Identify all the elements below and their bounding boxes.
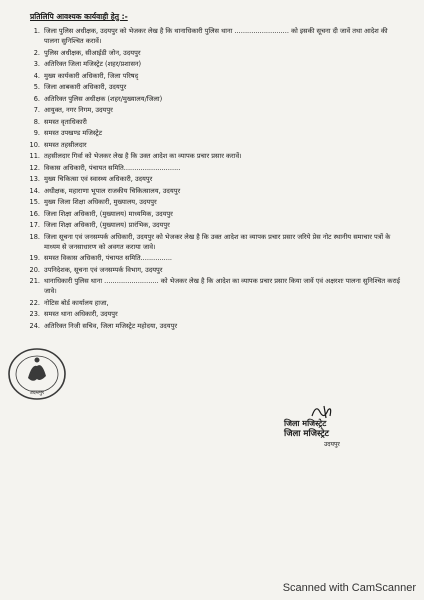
item-text: आयुक्त, नगर निगम, उदयपुर	[44, 106, 113, 114]
item-text: समस्त विकास अधिकारी, पंचायत समिति...............	[44, 254, 173, 262]
item-text: पुलिस अधीक्षक, सीआईडी जोन, उदयपुर	[44, 48, 141, 57]
list-item	[28, 151, 400, 161]
signature-stamp-title: जिला मजिस्ट्रेट	[284, 429, 329, 439]
item-number: 20.	[29, 265, 40, 274]
list-item	[28, 209, 400, 219]
list-item	[28, 94, 400, 104]
item-text: जिला पुलिस अधीक्षक, उदयपुर को भेजकर लेख है कि थानाधिकारी पुलिस थाना .......................... को इसकी सूचना दी जावें तथा आदेश की पालना सुनिश्चित करावें।	[44, 27, 388, 45]
item-number: 21.	[29, 277, 40, 285]
item-text: नोटिस बोर्ड कार्यालय हाजा,	[44, 298, 109, 307]
list-item	[28, 48, 400, 58]
list-item	[28, 174, 400, 184]
list-item	[28, 82, 400, 92]
item-number: 19.	[29, 254, 40, 262]
item-text: अतिरिक्त निजी सचिव, जिला मजिस्ट्रेट महोदया, उदयपुर	[44, 321, 178, 330]
list-item	[28, 26, 400, 46]
list-item	[28, 253, 400, 263]
item-text: अधीक्षक, महाराणा भूपाल राजकीय चिकित्सालय, उदयपुर	[44, 186, 181, 195]
list-item	[28, 276, 400, 296]
list-item	[28, 71, 400, 81]
item-text: थानाधिकारी पुलिस थाना .......................... को भेजकर लेख है कि आदेश का व्यापक प्रचार प्रसार किया जावें एवं अक्षरशः पालना सुनिश्चित कराई जावे।	[44, 277, 400, 295]
item-text: उपनिदेशक, सूचना एवं जनसम्पर्क विभाग, उदयपुर	[44, 265, 163, 274]
item-number: 6.	[33, 94, 40, 103]
signature-block	[280, 402, 390, 454]
item-text: समस्त तहसीलदार	[44, 140, 87, 149]
item-number: 18.	[29, 232, 40, 241]
svg-text:उदयपुर: उदयपुर	[29, 390, 45, 396]
signature-place: उदयपुर	[324, 441, 340, 448]
item-number: 8.	[33, 117, 40, 126]
list-item	[28, 186, 400, 196]
list-item	[28, 117, 400, 127]
list-item	[28, 140, 400, 150]
item-number: 10.	[29, 140, 40, 149]
item-number: 15.	[29, 198, 40, 206]
item-number: 4.	[33, 71, 40, 80]
item-text: अतिरिक्त पुलिस अधीक्षक (शहर/मुख्यालय/जिला)	[44, 94, 163, 103]
item-text: मुख्य चिकित्सा एवं स्वास्थ्य अधिकारी, उदयपुर	[44, 175, 153, 183]
scanner-watermark: Scanned with CamScanner	[282, 582, 416, 594]
list-item	[28, 59, 400, 69]
item-text: मुख्य जिला शिक्षा अधिकारी, मुख्यालय, उदयपुर	[44, 198, 157, 206]
list-item	[28, 298, 400, 308]
item-text: जिला शिक्षा अधिकारी, (मुख्यालय) माध्यमिक, उदयपुर	[44, 209, 173, 218]
copy-heading: प्रतिलिपि आवश्यक कार्यवाही हेतु :-	[30, 12, 128, 21]
list-item	[28, 163, 400, 173]
item-text: समस्त थाना अधिकारी, उदयपुर	[44, 310, 118, 318]
item-number: 22.	[29, 298, 40, 307]
list-item	[28, 220, 400, 230]
item-number: 14.	[29, 186, 40, 195]
item-number: 12.	[29, 163, 40, 172]
item-text: समस्त उपखण्ड मजिस्ट्रेट	[44, 129, 103, 137]
item-number: 11.	[29, 152, 40, 160]
list-item	[28, 197, 400, 207]
office-seal-icon	[6, 346, 68, 402]
item-number: 9.	[33, 129, 40, 137]
item-number: 7.	[33, 106, 40, 114]
item-text: अतिरिक्त जिला मजिस्ट्रेट (शहर/प्रशासन)	[44, 60, 142, 68]
item-number: 13.	[29, 175, 40, 183]
item-text: जिला आबकारी अधिकारी, उदयपुर	[44, 83, 127, 91]
item-text: तहसीलदार गिर्वा को भेजकर लेख है कि उक्त आदेश का व्यापक प्रचार प्रसार करावें।	[44, 152, 242, 160]
list-item	[28, 265, 400, 275]
distribution-list	[28, 26, 400, 332]
signature-title: जिला मजिस्ट्रेट	[284, 419, 327, 428]
item-text: जिला शिक्षा अधिकारी, (मुख्यालय) प्रारंभिक, उदयपुर	[44, 221, 170, 229]
item-number: 23.	[29, 310, 40, 318]
list-item	[28, 232, 400, 252]
item-number: 16.	[29, 209, 40, 218]
list-item	[28, 321, 400, 331]
item-text: समस्त वृताधिकारी	[44, 117, 87, 126]
item-number: 2.	[33, 48, 40, 57]
list-item	[28, 128, 400, 138]
item-number: 17.	[29, 221, 40, 229]
list-item	[28, 309, 400, 319]
item-text: विकास अधिकारी, पंचायत समिति...........................	[44, 163, 181, 172]
item-number: 3.	[33, 60, 40, 68]
item-number: 5.	[33, 83, 40, 91]
item-number: 1.	[33, 27, 40, 35]
item-number: 24.	[29, 321, 40, 330]
item-text: जिला सूचना एवं जनसम्पर्क अधिकारी, उदयपुर को भेजकर लेख है कि उक्त आदेश का व्यापक प्रचार प्रसार जरिये प्रेस नोट स्थानीय समाचार पत्रों के माध्यम से जनसाधारण को अवगत कराया जावे।	[44, 232, 391, 251]
list-item	[28, 105, 400, 115]
item-text: मुख्य कार्यकारी अधिकारी, जिला परिषद्	[44, 71, 139, 80]
